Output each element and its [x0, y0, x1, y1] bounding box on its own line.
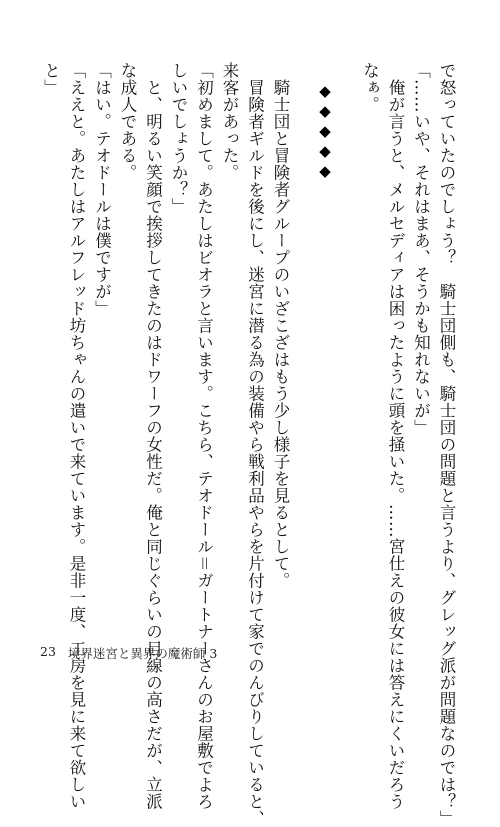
blank-line: [341, 62, 352, 622]
text-line: な成人である。: [118, 62, 137, 181]
text-line: 来客があった。: [220, 62, 239, 181]
text-line: なぁ。: [360, 62, 380, 113]
text-line: と」: [41, 62, 61, 96]
text-line: 騎士団と冒険者グループのいざこざはもう少し様子を見るとして。: [271, 62, 290, 589]
running-title: 境界迷宮と異界の魔術師 3: [67, 646, 218, 661]
section-break-marks: ◆◆◆◆◆: [316, 82, 334, 182]
text-line: 「ええと。あたしはアルフレッド坊ちゃんの遣いで来ています。是非一度、工房を見に来て欲しい: [67, 62, 86, 810]
text-line: 「……いや、それはまあ、そうかも知れないが」: [411, 62, 431, 436]
text-line: しいでしょうか？」: [169, 62, 188, 215]
text-line: 「はい。テオドールは僕ですが」: [92, 62, 112, 317]
page-footer: [40, 644, 217, 662]
page-number: 23: [40, 644, 56, 659]
text-line: と、明るい笑顔で挨拶してきたのはドワーフの女性だ。俺と同じぐらいの目線の高さだが、立派: [143, 62, 163, 810]
text-line: 俺が言うと、メルセディアは困ったように頭を掻いた。……宮仕えの彼女には答えにくいだろう: [386, 62, 405, 810]
text-line: で怒っていたのでしょう？ 騎士団側も、騎士団の問題と言うより、グレッグ派が問題なのでは？」: [437, 62, 456, 827]
text-line: 「初めまして。あたしはビオラと言います。こちら、テオドール＝ガートナーさんのお屋敷でよろ: [194, 62, 214, 810]
blank-line: [297, 62, 308, 622]
text-line: 冒険者ギルドを後にし、迷宮に潜る為の装備やら戦利品やらを片付けて家でのんびりしていると、: [245, 62, 265, 827]
